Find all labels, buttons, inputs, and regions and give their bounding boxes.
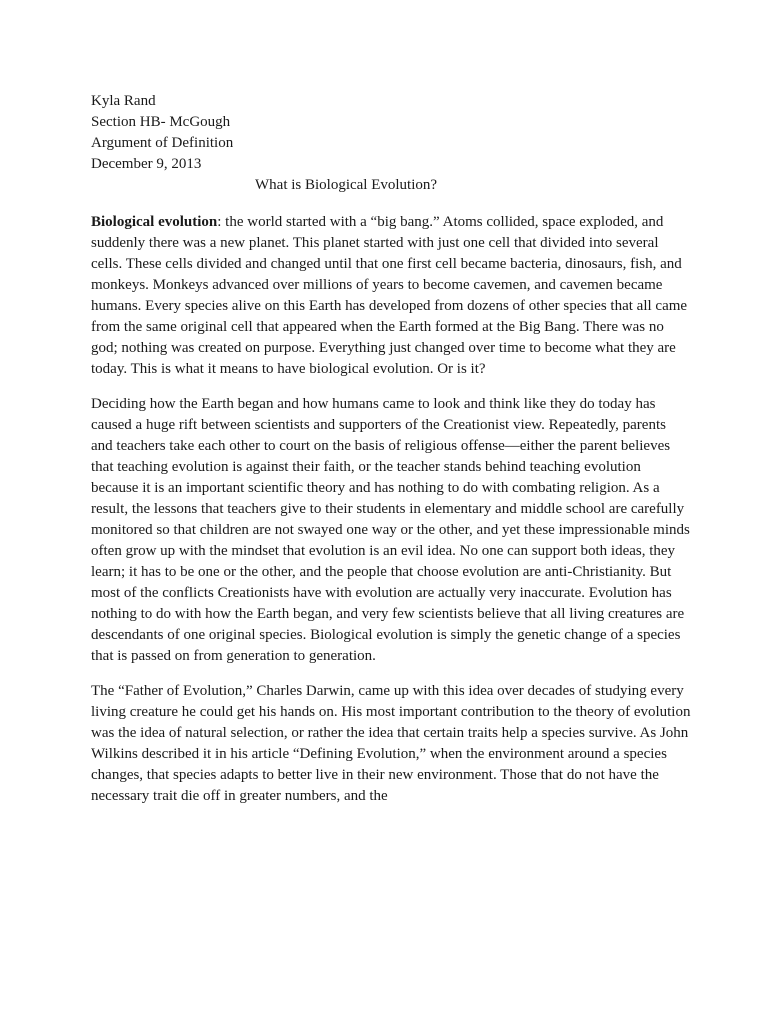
document-page [91, 91, 691, 807]
paragraph-1 [91, 212, 691, 380]
section-line: Section HB- McGough [91, 114, 231, 130]
paragraph-2: Deciding how the Earth began and how humans came to look and think like they do today has caused a huge rift between scientists and supporters of the Creationist view. Repeatedly, parents and teachers take each other to court on the basis of religious offense—either the parent believes that teaching evolution is against their faith, or the teacher stands behind teaching evolution because it is an important scientific theory and has nothing to do with combating religion. As a result, the lessons that teachers give to their students in elementary and middle school are carefully monitored so that children are not swayed one way or the other, and yet these impressionable minds often grow up with the mindset that evolution is an evil idea. No one can support both ideas, they learn; it has to be one or the other, and the people that choose evolution are anti-Christianity. But most of the conflicts Creationists have with evolution are actually very inaccurate. Evolution has nothing to do with how the Earth began, and very few scientists believe that all living creatures are descendants of one original species. Biological evolution is simply the genetic change of a species that is passed on from generation to generation. [91, 396, 690, 664]
assignment-line: Argument of Definition [91, 135, 234, 151]
date-line: December 9, 2013 [91, 156, 202, 172]
paragraph-3: The “Father of Evolution,” Charles Darwin, came up with this idea over decades of studying every living creature he could get his hands on. His most important contribution to the theory of evolution was the idea of natural selection, or rather the idea that certain traits help a species survive. As John Wilkins described it in his article “Defining Evolution,” when the environment around a species changes, that species adapts to better live in their new environment. Those that do not have the necessary trait die off in greater numbers, and the [91, 683, 691, 804]
document-title: What is Biological Evolution? [255, 177, 438, 193]
paragraph-1-body: : the world started with a “big bang.” Atoms collided, space exploded, and suddenly there was a new planet. This planet started with just one cell that divided into several cells. These cells divided and changed until that one first cell became bacteria, dinosaurs, fish, and monkeys. Monkeys advanced over millions of years to become cavemen, and cavemen became humans. Every species alive on this Earth has developed from dozens of other species that all came from the same original cell that appeared when the Earth formed at the Big Bang. There was no god; nothing was created on purpose. Everything just changed over time to become what they are today. This is what it means to have biological evolution. Or is it? [91, 214, 688, 377]
author-name: Kyla Rand [91, 93, 156, 109]
defined-term: Biological evolution [91, 214, 218, 230]
